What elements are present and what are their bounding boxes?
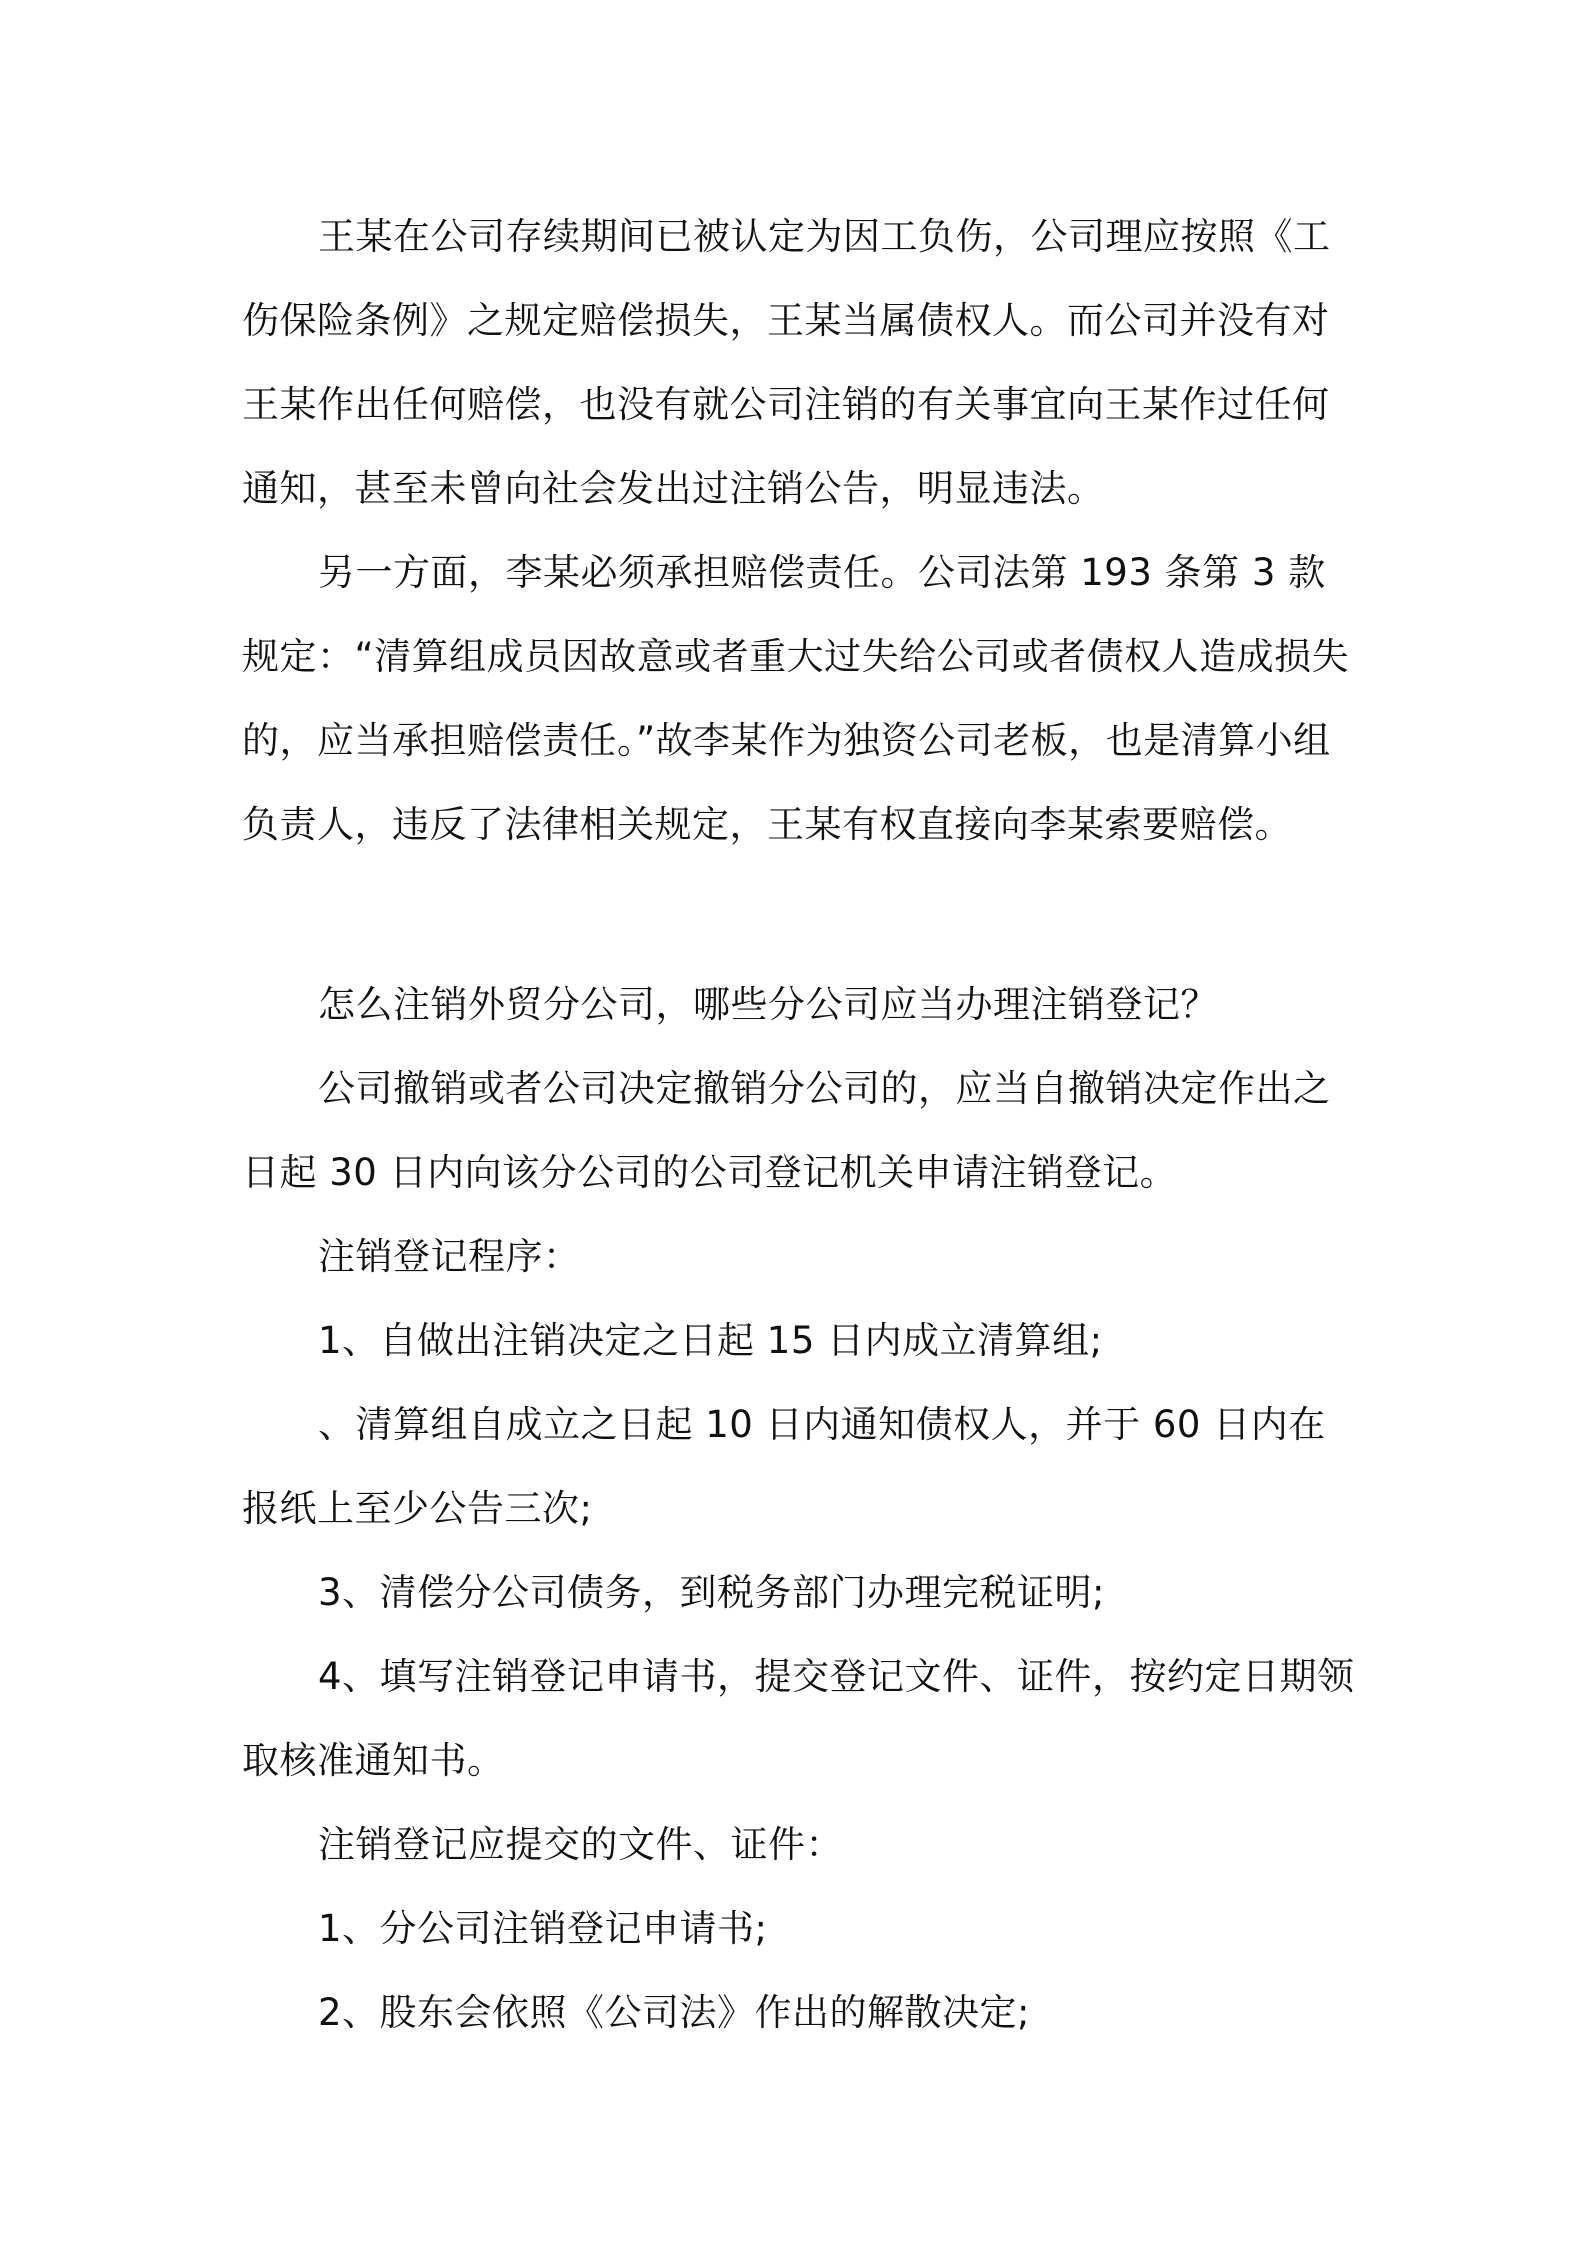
paragraph-deregistration-deadline: 公司撤销或者公司决定撤销分公司的，应当自撤销决定作出之日起 30 日内向该分公司的公司登记机关申请注销登记。 <box>242 1067 1331 1194</box>
paragraph-documents-heading: 注销登记应提交的文件、证件： <box>318 1823 843 1866</box>
document-body <box>242 195 1360 2055</box>
list-item-document-1: 1、分公司注销登记申请书; <box>318 1907 768 1950</box>
paragraph-procedure-heading: 注销登记程序： <box>318 1235 581 1278</box>
list-item-document-2: 2、股东会依照《公司法》作出的解散决定; <box>318 1991 1031 2034</box>
list-item-procedure-1: 1、自做出注销决定之日起 15 日内成立清算组; <box>318 1319 1103 1362</box>
list-item-procedure-2: 、清算组自成立之日起 10 日内通知债权人，并于 60 日内在报纸上至少公告三次; <box>242 1403 1326 1530</box>
list-item-procedure-4: 4、填写注销登记申请书，提交登记文件、证件，按约定日期领取核准通知书。 <box>242 1655 1355 1782</box>
paragraph-injury-claim: 王某在公司存续期间已被认定为因工负伤，公司理应按照《工伤保险条例》之规定赔偿损失，王某当属债权人。而公司并没有对王某作出任何赔偿，也没有就公司注销的有关事宜向王某作过任何通知，甚至未曾向社会发出过注销公告，明显违法。 <box>242 215 1331 510</box>
section-spacer <box>242 867 1360 963</box>
paragraph-liability: 另一方面，李某必须承担赔偿责任。公司法第 193 条第 3 款规定：“清算组成员因故意或者重大过失给公司或者债权人造成损失的，应当承担赔偿责任。”故李某作为独资公司老板，也是清算小组负责人，违反了法律相关规定，王某有权直接向李某索要赔偿。 <box>242 551 1350 846</box>
paragraph-question: 怎么注销外贸分公司，哪些分公司应当办理注销登记？ <box>318 983 1218 1026</box>
list-item-procedure-3: 3、清偿分公司债务，到税务部门办理完税证明; <box>318 1571 1106 1614</box>
